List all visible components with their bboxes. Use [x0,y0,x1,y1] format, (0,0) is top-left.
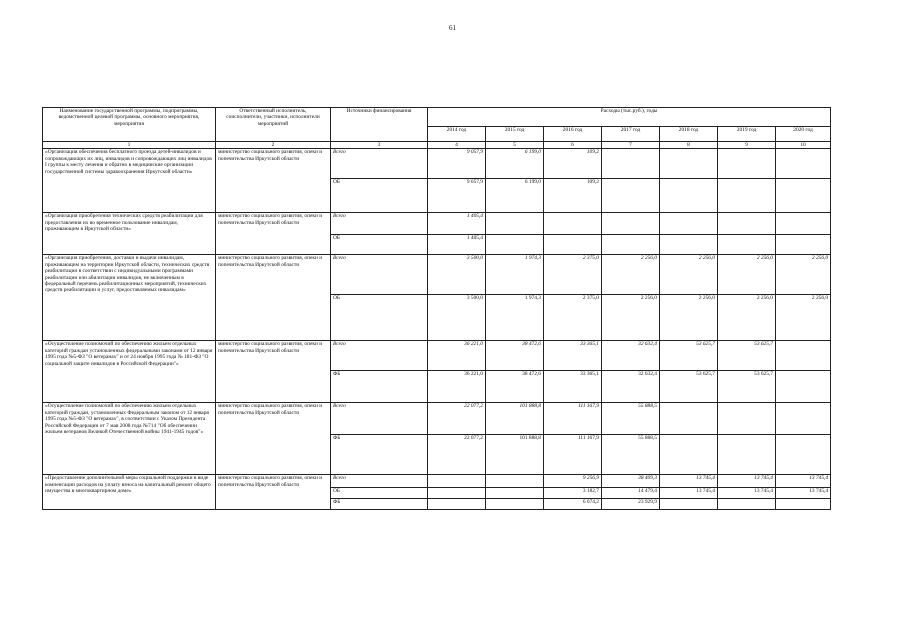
expense-value [776,341,831,371]
responsible-executor: министерство социального развития, опеки и попечительства Иркутской области [216,213,331,255]
expense-value [544,235,602,255]
expense-value [776,235,831,255]
funding-source: Всего [331,403,428,435]
table-row [43,149,831,179]
expense-value: 53 625,7 [660,341,718,371]
expense-value [718,435,776,475]
funding-source: Всего [331,255,428,295]
expense-value: 22 077,2 [428,403,486,435]
event-name: «Организация обеспечения бесплатного проезда детей-инвалидов и сопровождающих их лиц, инвалидов и сопровождающих лиц инвалидов I группы к месту лечения и обратно в медицинские организации государственной системы здравоохранения Иркутской области» [43,149,216,213]
expense-value: 3 182,7 [544,488,602,499]
column-number: 1 [43,142,216,149]
column-number: 4 [428,142,486,149]
expense-value: 13 745,4 [660,488,718,499]
expense-value: 3 500,0 [428,295,486,341]
expense-value [776,435,831,475]
expense-value [776,371,831,403]
expense-value: 38 472,6 [486,341,544,371]
column-number: 2 [216,142,331,149]
expense-value: 2 256,0 [602,255,660,295]
expense-value: 1 974,3 [486,255,544,295]
expense-value [776,403,831,435]
expense-value: 2 375,0 [544,295,602,341]
funding-source: Всего [331,475,428,488]
expense-value: 32 632,4 [602,341,660,371]
event-name: «Осуществление полномочий по обеспечению жильем отдельных категорий граждан, установленных Федеральным законом от 12 января 1995 года №5-ФЗ "О ветеранах", в соответствии с Указом Президента Российской Федерации от 7 мая 2008 года №714 "Об обеспечении жильем ветеранов Великой Отечественной войны 1941-1945 годов"» [43,403,216,475]
expense-value: 14 479,4 [602,488,660,499]
expense-value [718,235,776,255]
expense-value: 55 888,5 [602,403,660,435]
expense-value: 6 074,2 [544,499,602,510]
funding-source: Всего [331,341,428,371]
expense-value: 13 745,4 [776,475,831,488]
expense-value [776,149,831,179]
expense-value: 111 167,9 [544,435,602,475]
expense-value: 33 365,1 [544,341,602,371]
expense-value: 38 472,6 [486,371,544,403]
funding-source: ОБ [331,179,428,213]
column-number: 9 [718,142,776,149]
event-name: «Предоставление дополнительной меры социальной поддержки в виде компенсации расходов на уплату взноса на капитальный ремонт общего имущества в многоквартирном доме» [43,475,216,510]
expense-value [660,149,718,179]
column-number: 10 [776,142,831,149]
header-expenses: Расходы (тыс.руб.), годы [428,108,831,127]
expense-value [544,213,602,235]
expense-value: 111 167,9 [544,403,602,435]
expense-value: 38 409,3 [602,475,660,488]
funding-source: Всего [331,213,428,235]
expense-value: 9 256,9 [544,475,602,488]
expense-value [602,235,660,255]
event-name: «Организация приобретения технических средств реабилитации для предоставления их во временное пользование инвалидам, проживающим в Иркутской области» [43,213,216,255]
expense-value: 55 888,5 [602,435,660,475]
expense-value [428,488,486,499]
expense-value [718,213,776,235]
column-number: 7 [602,142,660,149]
expense-value: 53 625,7 [718,341,776,371]
table-row [43,213,831,235]
responsible-executor: министерство социального развития, опеки и попечительства Иркутской области [216,255,331,341]
header-year: 2020 год [776,127,831,142]
header-responsible: Ответственный исполнитель, соисполнители, участники, исполнители мероприятий [216,108,331,142]
table-row [43,255,831,295]
expense-value [660,403,718,435]
responsible-executor: министерство социального развития, опеки и попечительства Иркутской области [216,341,331,403]
expense-value: 36 221,0 [428,341,486,371]
funding-source: ФБ [331,499,428,510]
expense-value [776,213,831,235]
column-number: 8 [660,142,718,149]
responsible-executor: министерство социального развития, опеки и попечительства Иркутской области [216,475,331,510]
header-name: Наименование государственной программы, подпрограммы, ведомственной целевой программы, основного мероприятия, мероприятия [43,108,216,142]
column-number: 5 [486,142,544,149]
responsible-executor: министерство социального развития, опеки и попечительства Иркутской области [216,149,331,213]
expense-value: 2 256,0 [602,295,660,341]
expense-value: 9 057,9 [428,179,486,213]
expense-value [428,499,486,510]
event-name: «Организация приобретения, доставки и выдачи инвалидам, проживающим на территории Иркутской области, технических средств реабилитации в соответствии с индивидуальными программами реабилитации или абилитации инвалидов, не включенным в федеральный перечень реабилитационных мероприятий, технических средств реабилитации и услуг, предоставляемых инвалидам» [43,255,216,341]
funding-source: ФБ [331,435,428,475]
expense-value: 22 077,2 [428,435,486,475]
header-year: 2018 год [660,127,718,142]
expense-value: 2 256,0 [776,255,831,295]
expense-value: 1 405,4 [428,213,486,235]
expense-value: 13 745,4 [718,475,776,488]
header-year: 2014 год [428,127,486,142]
expense-value: 1 974,3 [486,295,544,341]
expense-value [660,213,718,235]
expense-value: 2 256,0 [718,255,776,295]
funding-source: ФБ [331,371,428,403]
column-number: 3 [331,142,428,149]
expense-value [776,499,831,510]
expense-value [602,213,660,235]
expense-value: 32 632,4 [602,371,660,403]
expense-value [660,235,718,255]
expense-value: 109,2 [544,149,602,179]
expense-value [428,475,486,488]
table-row [43,475,831,488]
expense-value: 3 500,0 [428,255,486,295]
expense-value: 53 625,7 [718,371,776,403]
expense-value [486,488,544,499]
header-source: Источники финансирования [331,108,428,142]
expense-value: 23 929,9 [602,499,660,510]
expense-value: 101 888,8 [486,435,544,475]
expense-value [602,149,660,179]
responsible-executor: министерство социального развития, опеки и попечительства Иркутской области [216,403,331,475]
header-year: 2016 год [544,127,602,142]
funding-source: Всего [331,149,428,179]
expense-value [718,149,776,179]
table-body [43,149,831,510]
financing-table [42,107,831,510]
funding-source: ОБ [331,295,428,341]
expense-value [660,435,718,475]
expense-value: 1 405,4 [428,235,486,255]
expense-value [660,179,718,213]
page-number: 61 [449,24,456,32]
expense-value [718,179,776,213]
table-row [43,341,831,371]
header-year: 2019 год [718,127,776,142]
expense-value: 101 888,8 [486,403,544,435]
expense-value: 33 365,1 [544,371,602,403]
expense-value: 13 745,4 [718,488,776,499]
expense-value: 13 745,4 [660,475,718,488]
header-year: 2015 год [486,127,544,142]
expense-value: 2 256,0 [660,255,718,295]
funding-source: ОБ [331,235,428,255]
expense-value: 6 199,0 [486,149,544,179]
expense-value: 9 057,9 [428,149,486,179]
expense-value [718,499,776,510]
expense-value [486,235,544,255]
funding-source: ОБ [331,488,428,499]
expense-value: 6 199,0 [486,179,544,213]
header-year: 2017 год [602,127,660,142]
expense-value: 13 745,4 [776,488,831,499]
expense-value: 36 221,0 [428,371,486,403]
expense-value: 2 256,0 [660,295,718,341]
expense-value [602,179,660,213]
expense-value [486,475,544,488]
expense-value: 109,2 [544,179,602,213]
expense-value: 53 625,7 [660,371,718,403]
table-row [43,403,831,435]
expense-value: 2 256,0 [718,295,776,341]
expense-value [486,213,544,235]
expense-value: 2 256,0 [776,295,831,341]
expense-value: 2 375,0 [544,255,602,295]
event-name: «Осуществление полномочий по обеспечению жильем отдельных категорий граждан установленных федеральными законами от 12 января 1995 года №5-ФЗ "О ветеранах" и от 24 ноября 1995 года № 181-ФЗ "О социальной защите инвалидов в Российской Федерации"» [43,341,216,403]
expense-value [718,403,776,435]
expense-value [776,179,831,213]
column-number: 6 [544,142,602,149]
expense-value [486,499,544,510]
expense-value [660,499,718,510]
